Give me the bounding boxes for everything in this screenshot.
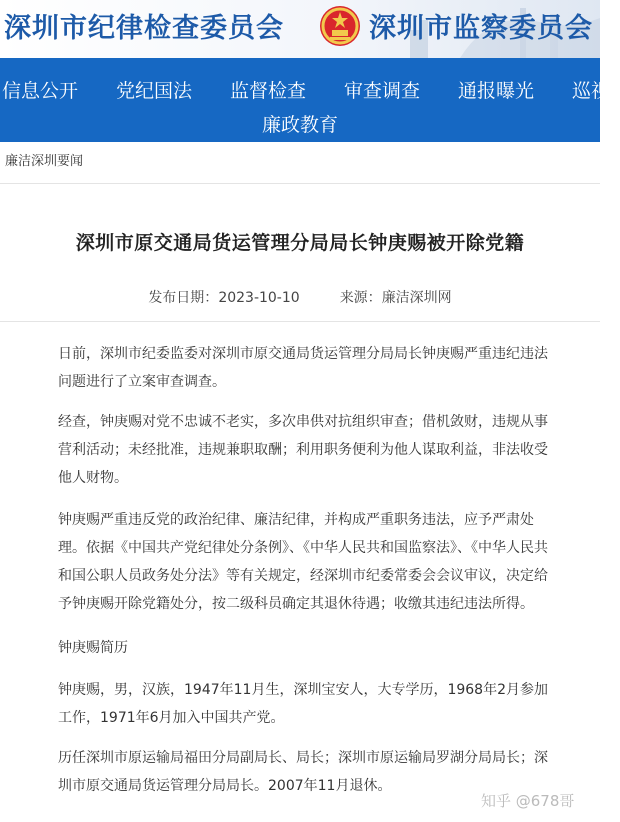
- nav-row: [0, 76, 620, 100]
- article-paragraph: 钟庚赐，男，汉族，1947年11月生，深圳宝安人，大专学历，1968年2月参加工作，1971年6月加入中国共产党。: [58, 682, 548, 726]
- breadcrumb[interactable]: 廉洁深圳要闻: [5, 154, 84, 169]
- nav-item-education[interactable]: 廉政教育: [261, 114, 338, 136]
- article-title: 深圳市原交通局货运管理分局局长钟庚赐被开除党籍: [75, 232, 525, 254]
- divider: [0, 183, 600, 184]
- source-label: 来源：: [339, 290, 382, 306]
- publish-date: 2023-10-10: [218, 290, 300, 306]
- site-header: [0, 0, 600, 58]
- nav-row: [0, 110, 600, 137]
- nav-item-supervision[interactable]: 监督检查: [230, 80, 307, 102]
- header-left-title[interactable]: 深圳市纪律检查委员会: [4, 13, 284, 44]
- article-meta: [0, 287, 600, 307]
- article-paragraph: 历任深圳市原运输局福田分局副局长、局长；深圳市原运输局罗湖分局局长；深圳市原交通局货运管理分局局长。2007年11月退休。: [58, 750, 548, 794]
- nav-item-info[interactable]: 信息公开: [2, 80, 79, 102]
- nav-item-inspection[interactable]: 巡视: [572, 80, 611, 102]
- article-paragraph: 经查，钟庚赐对党不忠诚不老实，多次串供对抗组织审查；借机敛财，违规从事营利活动；未经批准，违规兼职取酬；利用职务便利为他人谋取利益，非法收受他人财物。: [58, 414, 548, 486]
- resume-heading: 钟庚赐简历: [58, 640, 128, 656]
- article-paragraph: 钟庚赐严重违反党的政治纪律、廉洁纪律，并构成严重职务违法，应予严肃处理。依据《中国共产党纪律处分条例》、《中华人民共和国监察法》、《中华人民共和国公职人员政务处分法》等有关规定，经深圳市纪委常委会会议审议，决定给予钟庚赐开除党籍处分，按二级科员确定其退休待遇；收缴其违纪违法所得。: [58, 512, 548, 612]
- divider: [0, 321, 600, 322]
- nav-item-law[interactable]: 党纪国法: [116, 80, 193, 102]
- nav-item-investigation[interactable]: 审查调查: [344, 80, 421, 102]
- article-paragraph: 日前，深圳市纪委监委对深圳市原交通局货运管理分局局长钟庚赐严重违纪违法问题进行了立案审查调查。: [58, 346, 548, 390]
- watermark: 知乎 @678哥: [481, 792, 575, 810]
- nav-item-exposure[interactable]: 通报曝光: [458, 80, 535, 102]
- header-right-title[interactable]: 深圳市监察委员会: [369, 13, 593, 44]
- main-nav: [0, 58, 611, 142]
- source-name: 廉洁深圳网: [381, 290, 452, 306]
- national-emblem-icon: [318, 4, 362, 48]
- date-label: 发布日期：: [148, 290, 219, 306]
